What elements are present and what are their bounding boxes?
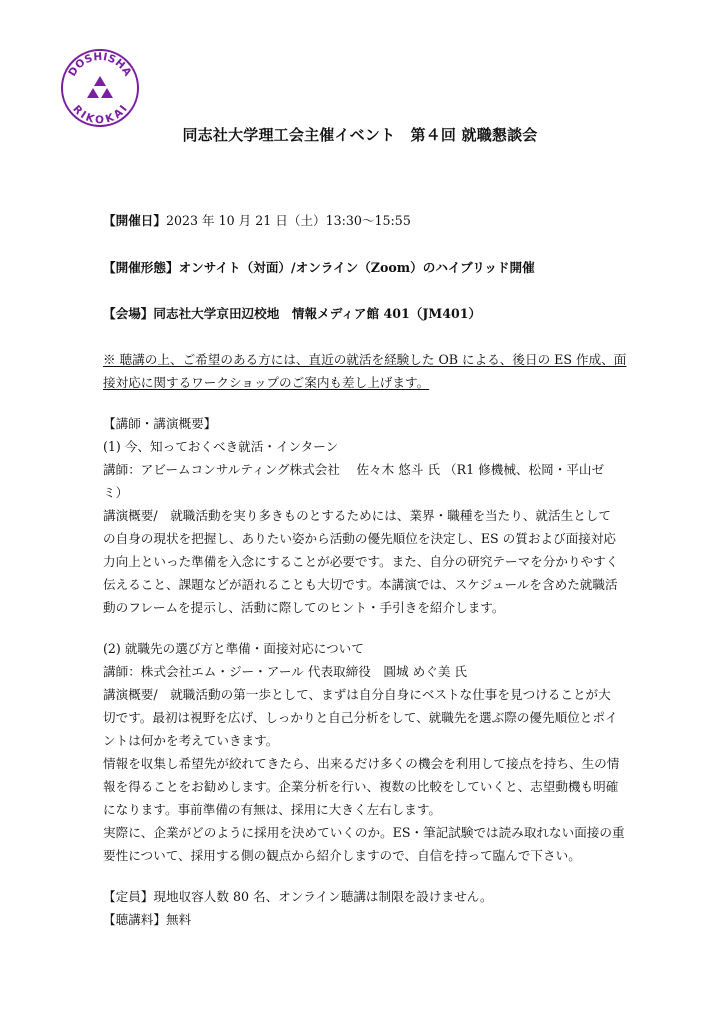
capacity-value: 現地収容人数 80 名、オンライン聴講は制限を設けません。 [153,889,493,904]
notice-line-1: ※ 聴講の上、ご希望のある方には、直近の就活を経験した OB による、後日の ES 作成、面 [103,352,627,367]
talk2-summary-line-8: 要性について、採用する側の観点から紹介しますので、自信を持って臨んで下さい。 [103,848,581,863]
capacity [103,886,493,905]
talk1-summary-line-3: 力向上といった準備を入念にすることが必要です。また、自分の研究テーマを分かりやすく [103,554,619,569]
talk1-summary-line-1: 講演概要/ 就職活動を実り多きものとするためには、業界・職種を当たり、就活生として [103,508,611,523]
logo-text-top: DOSHISHA [66,50,134,79]
section-header: 【講師・講演概要】 [103,416,217,431]
talk1-summary-line-2: の自身の現状を把握し、ありたい姿から活動の優先順位を決定し、ES の質および面接対応 [103,531,616,546]
talk2-summary-line-2: 切です。最初は視野を広げ、しっかりと自己分析をして、就職先を選ぶ際の優先順位とポイ [103,710,618,725]
talk2-summary-line-5: 報を得ることをお勧めします。企業分析を行い、複数の比較をしていくと、志望動機も明確 [103,779,619,794]
event-date [103,210,411,229]
notice-line-2: 接対応に関するワークショップのご案内も差し上げます。 [103,375,430,390]
fee [103,909,191,928]
talk2-speaker: 講師：株式会社エム・ジー・アール 代表取締役 圓城 めぐ美 氏 [103,664,468,679]
talk2-summary-line-7: 実際に、企業がどのように採用を決めていくのか。ES・筆記試験では読み取れない面接の重 [103,825,625,840]
talk2-summary-line-1: 講演概要/ 就職活動の第一歩として、まずは自分自身にベストな仕事を見つけることが大 [103,687,611,702]
talk2-title: (2) 就職先の選び方と準備・面接対応について [103,641,364,656]
fee-value: 無料 [165,912,192,927]
date-label: 【開催日】 [103,213,166,228]
fee-label: 【聴講料】 [103,912,166,927]
talk2-summary-line-3: ントは何かを考えていきます。 [103,733,279,748]
talk1-title: (1) 今、知っておくべき就活・インターン [103,439,339,454]
venue-label: 【会場】 [103,306,154,321]
talk1-summary-line-4: 伝えること、課題などが語れることも大切です。本講演では、スケジュールを含めた就職活 [103,577,618,592]
event-format [103,257,535,276]
talk2-summary-line-4: 情報を収集し希望先が絞れてきたら、出来るだけ多くの機会を利用して接点を持ち、生の情 [103,756,620,771]
talk2-summary-line-6: になります。事前準備の有無は、採用に大きく左右します。 [103,802,442,817]
logo-text-bottom: RIKOKAI [70,103,131,127]
doshisha-rikokai-logo [60,48,140,128]
date-value: 2023 年 10 月 21 日（土）13:30～15:55 [165,213,411,228]
talk1-speaker-line-1: 講師：アビームコンサルティング株式会社 佐々木 悠斗 氏 （R1 修機械、松岡・平山ゼ [103,462,605,477]
venue-value: 同志社大学京田辺校地 情報メディア館 401（JM401） [153,306,482,321]
format-label: 【開催形態】 [103,260,179,275]
format-value: オンサイト（対面）/オンライン（Zoom）のハイブリッド開催 [178,260,535,275]
talk1-summary-line-5: 動のフレームを提示し、活動に際してのヒント・手引きを紹介します。 [103,600,505,615]
page-title: 同志社大学理工会主催イベント 第４回 就職懇談会 [182,126,538,144]
event-venue [103,303,481,322]
capacity-label: 【定員】 [103,889,154,904]
talk1-speaker-line-2: ミ） [103,485,129,500]
